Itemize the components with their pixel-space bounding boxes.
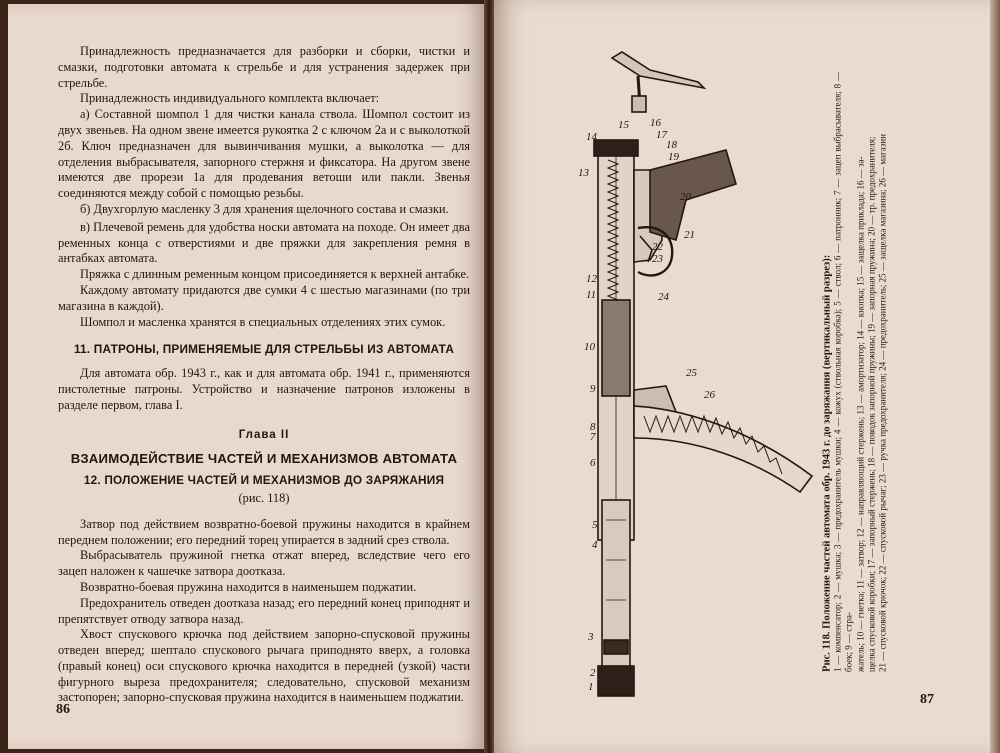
part-label: 8 bbox=[590, 421, 596, 433]
part-label: 10 bbox=[584, 341, 595, 353]
part-label: 1 bbox=[588, 681, 594, 693]
section-heading: 11. ПАТРОНЫ, ПРИМЕНЯЕМЫЕ ДЛЯ СТРЕЛЬБЫ ИЗ АВТОМАТА bbox=[73, 342, 455, 357]
part-label: 18 bbox=[666, 139, 677, 151]
page-edge bbox=[990, 0, 1000, 753]
magazine bbox=[634, 406, 812, 492]
part-label: 21 bbox=[684, 229, 695, 241]
section-heading: 12. ПОЛОЖЕНИЕ ЧАСТЕЙ И МЕХАНИЗМОВ ДО ЗАРЯЖАНИЯ bbox=[83, 473, 445, 488]
part-label: 23 bbox=[652, 253, 663, 265]
figure-reference: (рис. 118) bbox=[238, 490, 290, 505]
part-label: 26 bbox=[704, 389, 715, 401]
paragraph: Принадлежность предназначается для разборки и сборки, чистки и смазки, подготовки автомата к стрельбе и для устранения задержек при стрельбе. bbox=[58, 44, 470, 90]
paragraph: Выбрасыватель пружиной гнетка отжат вперед, вследствие чего его зацеп наложен к чашечке затвора доотказа. bbox=[58, 548, 470, 579]
part-label: 19 bbox=[668, 151, 679, 163]
part-label: 22 bbox=[652, 241, 663, 253]
paragraph: а) Составной шомпол 1 для чистки канала ствола. Шомпол состоит из двух звеньев. На одном звене имеется рукоятка 2 с ключом 2а и с выколоткой 2б. Ключ предназначен для вывинчивания мушки, а выколотка — для отделения выбрасывателя, запорного стержня и фиксатора. На другом звене имеются две прорези 1а для продевания ветоши или пакли. Звенья соединяются между собой с помощью резьбы. bbox=[58, 107, 470, 201]
chapter-label: Глава II bbox=[238, 428, 290, 441]
caption-line: жатель; 10 — гнетка; 11 — затвор; 12 — направляющий стержень; 13 — амортизатор; 14 — кнопка; 15 — защелка приклада; 16 — за- bbox=[855, 156, 865, 672]
paragraph: б) Двухгорлую масленку 3 для хранения щелочного состава и смазки. bbox=[80, 201, 449, 216]
caption-line: 21 — спусковой крючок; 22 — спусковой рычаг; 23 — ручка предохранителя; 24 — предохранитель; 25 — защелка магазина; 26 — магазин bbox=[877, 134, 888, 672]
part-label: 15 bbox=[618, 119, 629, 131]
page-number-right: 87 bbox=[920, 692, 934, 707]
weapon-section-drawing bbox=[490, 0, 990, 753]
part-label: 9 bbox=[590, 383, 596, 395]
left-text-column bbox=[58, 44, 470, 706]
paragraph: Шомпол и масленка хранятся в специальных отделениях этих сумок. bbox=[80, 314, 446, 329]
part-label: 24 bbox=[658, 291, 669, 303]
paragraph: Пряжка с длинным ременным концом присоединяется к верхней антабке. bbox=[80, 267, 470, 282]
caption-title: Рис. 118. Положение частей автомата обр. 1943 г. до заряжания (вертикальный разрез): bbox=[821, 254, 833, 672]
caption-line: щелка спусковой коробки; 17 — запорный стержень; 18 — поводок запорной пружины; 19 — запорная пружина; 20 — тр. предохранителя; bbox=[866, 136, 877, 672]
pistol-grip bbox=[650, 150, 736, 240]
part-label: 16 bbox=[650, 117, 661, 129]
paragraph: Затвор под действием возвратно-боевой пружины находится в крайнем переднем положении; его передний торец упирается в задний срез ствола. bbox=[58, 516, 470, 547]
part-label: 6 bbox=[590, 457, 596, 469]
part-label: 14 bbox=[586, 131, 597, 143]
part-label: 20 bbox=[680, 191, 691, 203]
paragraph: Хвост спускового крючка под действием запорно-спусковой пружины отведен вперед; шептало спускового рычага приподнято вверх, а головка (правый конец) оси спускового крючка находится в передней (узкой) части фигурного выреза предохранителя; следовательно, спусковой механизм застопорен; запорно-спусковая пружина находится в наименьшем поджатии. bbox=[58, 627, 470, 705]
part-label: 11 bbox=[586, 289, 597, 301]
page-number-left: 86 bbox=[56, 702, 70, 717]
paragraph: Предохранитель отведен доотказа назад; его передний конец приподнят и препятствует отводу затвора назад. bbox=[58, 595, 470, 626]
bolt bbox=[602, 300, 630, 396]
caption-line: 1 — компенсатор; 2 — мушка; 3 — предохранитель мушки; 4 — кожух (ствольная коробка); 5 — ствол; 6 — патронник; 7 — зацеп выбрасывателя; 8 — боек; 9 — стра- bbox=[832, 72, 854, 672]
part-label: 3 bbox=[588, 631, 594, 643]
part-label: 17 bbox=[656, 129, 667, 141]
part-label: 5 bbox=[592, 519, 598, 531]
part-label: 4 bbox=[592, 539, 598, 551]
paragraph: Возвратно-боевая пружина находится в наименьшем поджатии. bbox=[80, 579, 417, 594]
compensator bbox=[598, 666, 634, 696]
part-label: 25 bbox=[686, 367, 697, 379]
part-label: 13 bbox=[578, 167, 589, 179]
chapter-title: ВЗАИМОДЕЙСТВИЕ ЧАСТЕЙ И МЕХАНИЗМОВ АВТОМАТА bbox=[70, 451, 458, 467]
part-label: 7 bbox=[590, 431, 596, 443]
stock-butt bbox=[612, 52, 704, 88]
part-label: 12 bbox=[586, 273, 597, 285]
figure-caption bbox=[821, 72, 888, 672]
paragraph: Принадлежность индивидуального комплекта включает: bbox=[80, 91, 380, 106]
paragraph: Каждому автомату придаются две сумки 4 с шестью магазинами (по три магазина в каждой). bbox=[58, 282, 470, 313]
paragraph: в) Плечевой ремень для удобства носки автомата на походе. Он имеет два ременных конца с отверстиями и две пряжки для закрепления ремня в антабках автомата. bbox=[58, 219, 470, 266]
paragraph: Для автомата обр. 1943 г., как и для автомата обр. 1941 г., применяются пистолетные патроны. Устройство и назначение патронов изложены в разделе первом, глава I. bbox=[58, 366, 470, 412]
part-label: 2 bbox=[590, 667, 596, 679]
